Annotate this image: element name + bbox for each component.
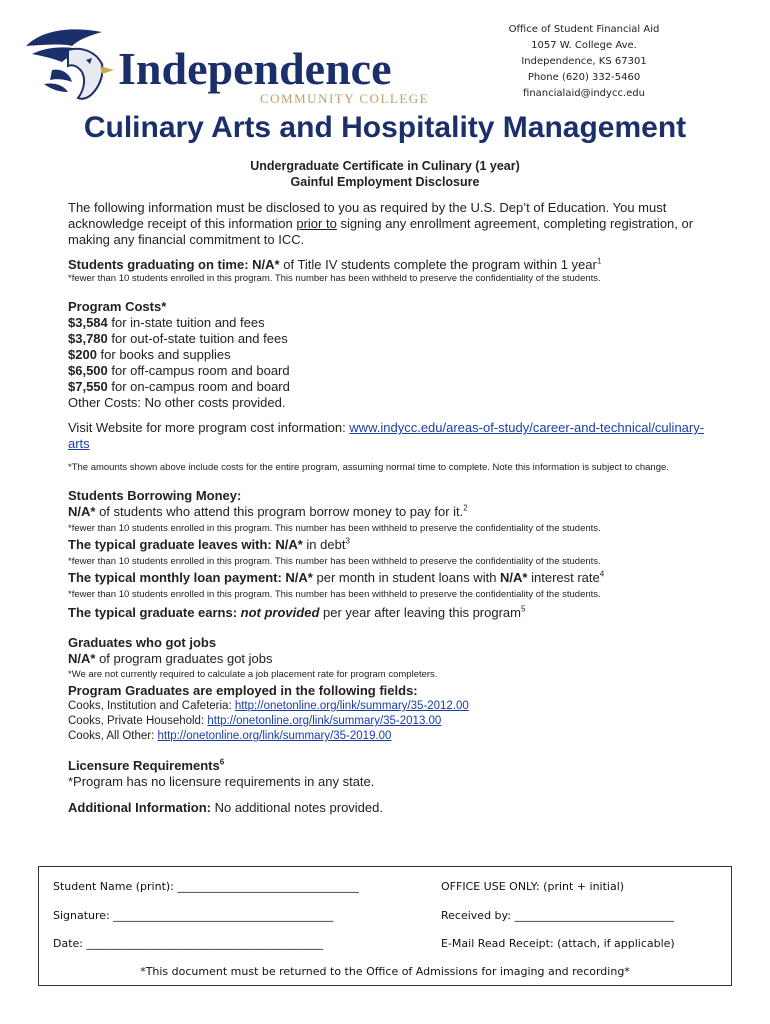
earns-text: per year after leaving this program: [319, 605, 521, 620]
licensure-text: *Program has no licensure requirements in any state.: [68, 774, 375, 789]
fields-heading: Program Graduates are employed in the following fields:: [68, 683, 418, 698]
intro-text-2: signing any enrollment agreement, completing registration, or making any financial commitment to ICC.: [68, 216, 694, 247]
page-title: Culinary Arts and Hospitality Management: [83, 111, 687, 144]
intro-underlined: prior to: [296, 216, 337, 231]
cost-item: [68, 379, 718, 395]
field-link[interactable]: http://onetonline.org/link/summary/35-2012.00: [234, 700, 469, 712]
field-item: [68, 699, 718, 714]
visit-website: [68, 420, 718, 452]
borrowing-note: *fewer than 10 students enrolled in this program. This number has been withheld to preserve the confidentiality of the students.: [68, 523, 601, 534]
field-item: [68, 729, 718, 744]
college-logo: [22, 24, 442, 106]
page-subtitle: [0, 158, 770, 190]
contact-office: Office of Student Financial Aid: [508, 24, 660, 35]
disclosure-content: [68, 200, 718, 816]
debt-label: The typical graduate leaves with: N/A*: [68, 537, 303, 552]
cost-amount: $3,584: [68, 315, 108, 330]
contact-address: 1057 W. College Ave.: [531, 40, 637, 51]
footnote-ref: 1: [596, 256, 602, 266]
cost-amount: $6,500: [68, 363, 108, 378]
costs-heading: Program Costs*: [68, 299, 167, 314]
cost-text: for books and supplies: [96, 347, 231, 362]
contact-city: Independence, KS 67301: [521, 56, 647, 67]
received-by-field[interactable]: Received by: _____________________________: [441, 909, 674, 922]
signature-field[interactable]: Signature: ________________________________________: [53, 909, 334, 922]
cost-item: [68, 315, 718, 331]
office-use-label: OFFICE USE ONLY: (print + initial): [441, 880, 625, 893]
student-name-field[interactable]: Student Name (print): _________________________________: [53, 880, 359, 893]
licensure-heading: [68, 758, 718, 774]
loan-label: The typical monthly loan payment: N/A*: [68, 570, 313, 585]
footnote-ref: 4: [599, 569, 605, 579]
contact-email: financialaid@indycc.edu: [523, 88, 645, 99]
date-field[interactable]: Date: ___________________________________________: [53, 937, 323, 950]
email-receipt-label: E-Mail Read Receipt: (attach, if applicable): [441, 937, 675, 950]
debt-line: [68, 537, 718, 553]
return-notice: *This document must be returned to the Office of Admissions for imaging and recording*: [140, 965, 630, 978]
cost-text: for on-campus room and board: [107, 379, 290, 394]
earns-label: The typical graduate earns:: [68, 605, 241, 620]
borrowing-line: [68, 504, 718, 520]
loan-rate-value: N/A*: [500, 570, 528, 585]
cost-amount: $200: [68, 347, 97, 362]
field-link[interactable]: http://onetonline.org/link/summary/35-2013.00: [207, 715, 442, 727]
intro-paragraph: [68, 200, 718, 248]
cost-amount: $7,550: [68, 379, 108, 394]
contact-block: [474, 22, 694, 102]
additional-info: [68, 800, 718, 816]
subtitle-program: Undergraduate Certificate in Culinary (1 year): [250, 159, 520, 173]
footnote-ref: 2: [463, 503, 468, 513]
logo-subtitle: COMMUNITY COLLEGE: [260, 91, 430, 106]
visit-text: Visit Website for more program cost information:: [68, 420, 350, 435]
intro-text-1: The following information must be disclosed to you as required by the U.S. Dep’t of Education. You must acknowledge receipt of this information: [68, 200, 667, 231]
eagle-emblem-icon: [22, 24, 118, 102]
loan-note: *fewer than 10 students enrolled in this program. This number has been withheld to preserve the confidentiality of the students.: [68, 589, 601, 600]
other-costs: Other Costs: No other costs provided.: [68, 395, 286, 410]
loan-rate-text: interest rate: [527, 570, 600, 585]
debt-text: in debt: [302, 537, 346, 552]
program-cost-link[interactable]: www.indycc.edu/areas-of-study/career-and-technical/culinary-arts: [68, 420, 705, 451]
field-label: Cooks, Institution and Cafeteria:: [68, 700, 235, 712]
earns-line: [68, 605, 718, 621]
additional-text: No additional notes provided.: [210, 800, 383, 815]
cost-item: [68, 331, 718, 347]
jobs-note: *We are not currently required to calculate a job placement rate for program completers.: [68, 669, 438, 680]
borrowing-heading: Students Borrowing Money:: [68, 488, 242, 503]
on-time-text: of Title IV students complete the program within 1 year: [279, 257, 597, 272]
additional-label: Additional Information:: [68, 800, 211, 815]
on-time-note: *fewer than 10 students enrolled in this program. This number has been withheld to preserve the confidentiality of the students.: [68, 273, 601, 284]
cost-text: for out-of-state tuition and fees: [107, 331, 288, 346]
cost-item: [68, 347, 718, 363]
jobs-text: of program graduates got jobs: [95, 651, 273, 666]
field-label: Cooks, All Other:: [68, 730, 158, 742]
field-link[interactable]: http://onetonline.org/link/summary/35-2019.00: [157, 730, 392, 742]
field-item: [68, 714, 718, 729]
subtitle-disclosure: Gainful Employment Disclosure: [290, 175, 480, 189]
cost-text: for in-state tuition and fees: [107, 315, 265, 330]
footnote-ref: 6: [219, 757, 225, 767]
footnote-ref: 5: [521, 604, 526, 614]
costs-note: *The amounts shown above include costs for the entire program, assuming normal time to complete. Note this information is subject to change.: [68, 462, 669, 473]
cost-text: for off-campus room and board: [107, 363, 290, 378]
logo-wordmark: Independence: [118, 43, 392, 94]
borrowing-value: N/A*: [68, 504, 96, 519]
jobs-heading: Graduates who got jobs: [68, 635, 217, 650]
acknowledgement-form: [38, 866, 732, 986]
cost-item: [68, 363, 718, 379]
debt-note: *fewer than 10 students enrolled in this program. This number has been withheld to preserve the confidentiality of the students.: [68, 556, 601, 567]
cost-amount: $3,780: [68, 331, 108, 346]
footnote-ref: 3: [345, 536, 350, 546]
contact-phone: Phone (620) 332-5460: [527, 72, 641, 83]
jobs-value: N/A*: [68, 651, 96, 666]
loan-text: per month in student loans with: [312, 570, 501, 585]
field-label: Cooks, Private Household:: [68, 715, 208, 727]
borrowing-text: of students who attend this program borrow money to pay for it.: [95, 504, 464, 519]
loan-line: [68, 570, 718, 586]
earns-value: not provided: [240, 605, 320, 620]
on-time-line: [68, 257, 718, 273]
licensure-heading-text: Licensure Requirements: [68, 758, 220, 773]
jobs-line: [68, 651, 718, 667]
on-time-label: Students graduating on time: N/A*: [68, 257, 280, 272]
